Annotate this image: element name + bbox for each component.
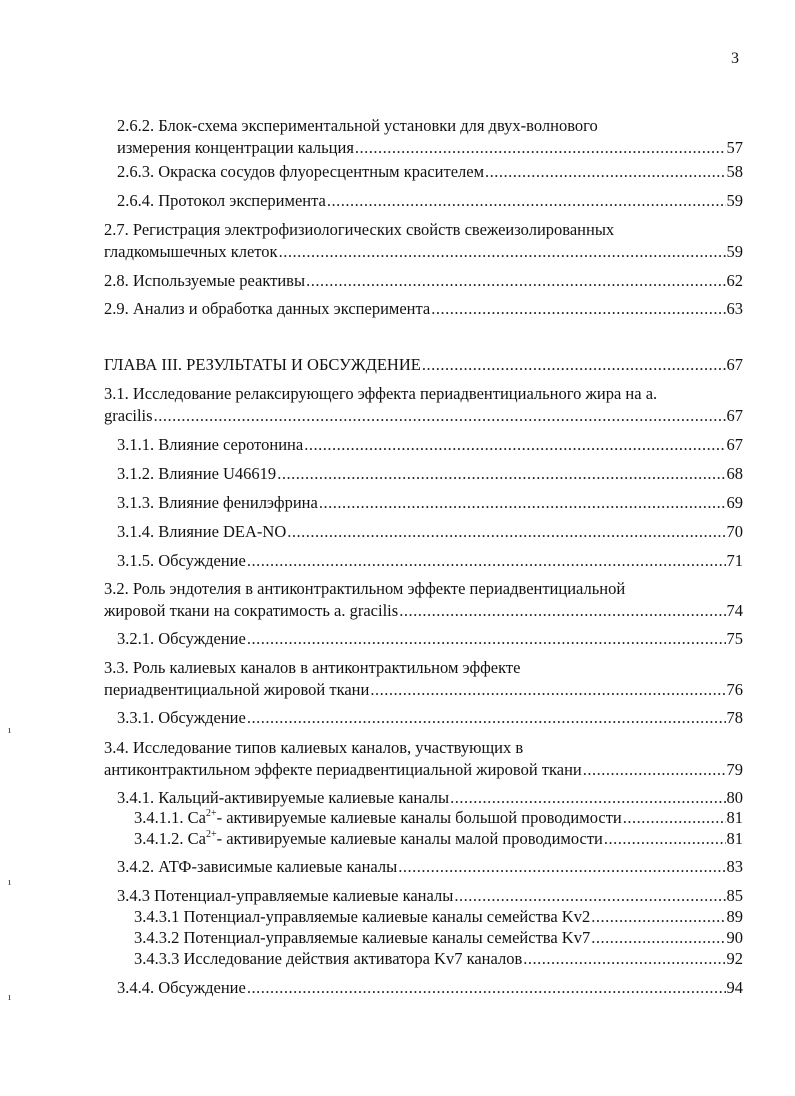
toc-entry-3-1-4[interactable]: [117, 521, 743, 543]
toc-leader-dots: [450, 787, 725, 809]
toc-entry-title: 3.4.4. Обсуждение: [117, 978, 246, 997]
toc-leader-dots: [604, 828, 726, 850]
toc-entry-title-line1: 3.2. Роль эндотелия в антиконтрактильном эффекте периадвентициальной: [104, 579, 626, 598]
toc-entry-3-4-1-2[interactable]: [134, 828, 743, 850]
toc-entry-title: 3.4.3.1 Потенциал-управляемые калиевые каналы семейства Kv2: [134, 907, 591, 926]
toc-entry-title: гладкомышечных клеток: [104, 242, 278, 261]
toc-leader-dots: [398, 856, 725, 878]
toc-entry-2-8[interactable]: [104, 270, 743, 292]
toc-entry-title-line1: 2.6.2. Блок-схема экспериментальной установки для двух-волнового: [117, 116, 598, 135]
toc-entry-3-1[interactable]: [104, 383, 743, 427]
toc-page-number: 68: [726, 464, 743, 483]
toc-entry-chapter-3[interactable]: [104, 354, 743, 376]
scan-mark: ı: [8, 724, 12, 736]
toc-entry-3-4-4[interactable]: [117, 977, 743, 999]
toc-page-number: 67: [726, 355, 743, 374]
toc-entry-title: жировой ткани на сократимость a. gracilis: [104, 601, 399, 620]
toc-entry-3-2-1[interactable]: [117, 628, 743, 650]
toc-entry-2-6-4[interactable]: [117, 190, 743, 212]
toc-entry-3-1-1[interactable]: [117, 434, 743, 456]
toc-entry-title-line1: 3.3. Роль калиевых каналов в антиконтрактильном эффекте: [104, 658, 521, 677]
toc-page-number: 69: [726, 493, 743, 512]
toc-entry-3-4-3-3[interactable]: [134, 948, 743, 970]
toc-entry-3-4-2[interactable]: [117, 856, 743, 878]
toc-page-number: 59: [726, 191, 743, 210]
toc-entry-title: 2.6.3. Окраска сосудов флуоресцентным красителем: [117, 162, 485, 181]
toc-entry-prefix: 3.4.1.2. Ca: [134, 829, 206, 848]
toc-entry-3-1-3[interactable]: [117, 492, 743, 514]
toc-page-number: 79: [726, 760, 743, 779]
toc-page-number: 89: [726, 907, 743, 926]
toc-entry-title-line1: 3.4. Исследование типов калиевых каналов, участвующих в: [104, 738, 524, 757]
toc-entry-title: 3.4.2. АТФ-зависимые калиевые каналы: [117, 857, 398, 876]
toc-leader-dots: [454, 885, 725, 907]
toc-page-number: 83: [726, 857, 743, 876]
toc-entry-title: 3.4.1. Кальций-активируемые калиевые каналы: [117, 788, 450, 807]
toc-page-number: 90: [726, 928, 743, 947]
toc-page-number: 94: [726, 978, 743, 997]
toc-entry-3-4-1-1[interactable]: [134, 807, 743, 829]
toc-page-number: 62: [726, 271, 743, 290]
toc-entry-title: антиконтрактильном эффекте периадвентициальной жировой ткани: [104, 760, 582, 779]
toc-page-number: 75: [726, 629, 743, 648]
toc-entry-prefix: 3.4.1.1. Ca: [134, 808, 206, 827]
toc-entry-3-4[interactable]: [104, 737, 743, 781]
toc-entry-3-1-5[interactable]: [117, 550, 743, 572]
toc-page-number: 63: [726, 299, 743, 318]
toc-page-number: 92: [726, 949, 743, 968]
toc-entry-title: [134, 828, 603, 850]
scan-mark: ı: [8, 876, 12, 888]
toc-leader-dots: [591, 927, 725, 949]
toc-page-number: 59: [726, 242, 743, 261]
toc-entry-title: [134, 807, 622, 829]
toc-leader-dots: [319, 492, 726, 514]
ion-charge-superscript: 2+: [205, 828, 217, 840]
toc-leader-dots: [247, 628, 726, 650]
toc-entry-title-rest: - активируемые калиевые каналы большой проводимости: [216, 808, 622, 827]
toc-leader-dots: [422, 354, 726, 376]
toc-leader-dots: [370, 679, 725, 701]
toc-entry-title: периадвентициальной жировой ткани: [104, 680, 370, 699]
toc-page-number: 57: [726, 138, 743, 157]
toc-leader-dots: [287, 521, 725, 543]
toc-entry-title: 3.4.3 Потенциал-управляемые калиевые каналы: [117, 886, 454, 905]
toc-leader-dots: [306, 270, 725, 292]
toc-entry-3-4-3-2[interactable]: [134, 927, 743, 949]
toc-leader-dots: [399, 600, 725, 622]
toc-page-number: 74: [726, 601, 743, 620]
toc-entry-title-line1: 2.7. Регистрация электрофизиологических свойств свежеизолированных: [104, 220, 615, 239]
toc-entry-2-6-2[interactable]: [117, 115, 743, 159]
toc-entry-3-4-3-1[interactable]: [134, 906, 743, 928]
toc-entry-3-1-2[interactable]: [117, 463, 743, 485]
toc-entry-title: 2.8. Используемые реактивы: [104, 271, 306, 290]
toc-entry-title: 2.6.4. Протокол эксперимента: [117, 191, 326, 210]
toc-page-number: 67: [726, 406, 743, 425]
toc-leader-dots: [431, 298, 725, 320]
toc-leader-dots: [247, 707, 726, 729]
scan-mark: ı: [8, 991, 12, 1003]
toc-leader-dots: [247, 977, 726, 999]
toc-entry-2-6-3[interactable]: [117, 161, 743, 183]
toc-entry-title: ГЛАВА III. РЕЗУЛЬТАТЫ И ОБСУЖДЕНИЕ: [104, 355, 421, 374]
toc-leader-dots: [591, 906, 725, 928]
toc-entry-title: 3.1.2. Влияние U46619: [117, 464, 277, 483]
toc-entry-title: 3.4.3.2 Потенциал-управляемые калиевые каналы семейства Kv7: [134, 928, 591, 947]
toc-entry-title: 3.1.1. Влияние серотонина: [117, 435, 304, 454]
toc-page-number: 70: [726, 522, 743, 541]
toc-page-number: 81: [726, 808, 743, 827]
toc-leader-dots: [623, 807, 726, 829]
page-number: 3: [731, 50, 739, 67]
toc-entry-2-9[interactable]: [104, 298, 743, 320]
toc-leader-dots: [247, 550, 726, 572]
toc-leader-dots: [154, 405, 726, 427]
toc-entry-3-4-1[interactable]: [117, 787, 743, 809]
toc-leader-dots: [304, 434, 725, 456]
toc-leader-dots: [583, 759, 726, 781]
toc-leader-dots: [355, 137, 726, 159]
toc-entry-3-3[interactable]: [104, 657, 743, 701]
toc-page-number: 58: [726, 162, 743, 181]
toc-entry-title-rest: - активируемые калиевые каналы малой проводимости: [216, 829, 603, 848]
toc-page-number: 71: [726, 551, 743, 570]
toc-entry-3-4-3[interactable]: [117, 885, 743, 907]
toc-page-number: 81: [726, 829, 743, 848]
toc-entry-3-2[interactable]: [104, 578, 743, 622]
toc-entry-title: 3.1.5. Обсуждение: [117, 551, 246, 570]
toc-leader-dots: [523, 948, 725, 970]
toc-page-number: 67: [726, 435, 743, 454]
toc-entry-2-7[interactable]: [104, 219, 743, 263]
toc-entry-title: 3.4.3.3 Исследование действия активатора Kv7 каналов: [134, 949, 523, 968]
toc-leader-dots: [279, 241, 726, 263]
toc-entry-title: gracilis: [104, 406, 153, 425]
toc-entry-title-line1: 3.1. Исследование релаксирующего эффекта периадвентициального жира на a.: [104, 384, 658, 403]
toc-page-number: 76: [726, 680, 743, 699]
toc-entry-title: измерения концентрации кальция: [117, 138, 354, 157]
toc-entry-title: 3.1.3. Влияние фенилэфрина: [117, 493, 318, 512]
toc-leader-dots: [327, 190, 726, 212]
toc-page-number: 78: [726, 708, 743, 727]
toc-entry-3-3-1[interactable]: [117, 707, 743, 729]
toc-page-number: 85: [726, 886, 743, 905]
toc-leader-dots: [485, 161, 725, 183]
ion-charge-superscript: 2+: [205, 807, 217, 819]
toc-entry-title: 3.1.4. Влияние DEA-NO: [117, 522, 287, 541]
toc-page-number: 80: [726, 788, 743, 807]
toc-entry-title: 2.9. Анализ и обработка данных эксперимента: [104, 299, 431, 318]
toc-leader-dots: [277, 463, 725, 485]
toc-entry-title: 3.2.1. Обсуждение: [117, 629, 246, 648]
toc-entry-title: 3.3.1. Обсуждение: [117, 708, 246, 727]
